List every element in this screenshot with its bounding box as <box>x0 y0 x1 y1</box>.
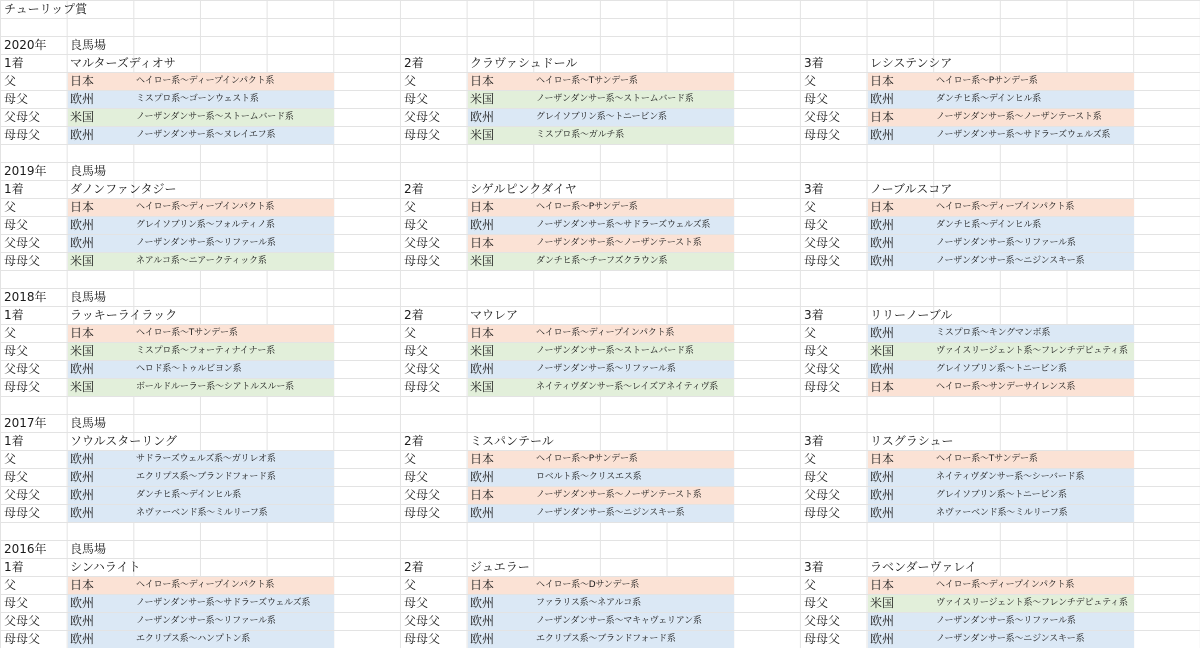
relation-label: 父母父 <box>4 614 41 628</box>
horse-name: ノーブルスコア <box>870 182 953 196</box>
region-label: 日本 <box>870 200 895 214</box>
region-label: 欧州 <box>470 110 495 124</box>
horse-name: ダノンファンタジー <box>70 182 177 196</box>
region-label: 欧州 <box>870 506 895 520</box>
region-label: 米国 <box>470 128 495 142</box>
finish-place: 2着 <box>404 56 424 70</box>
sire-line: ダンチヒ系～チーフズクラウン系 <box>536 256 668 266</box>
region-label: 日本 <box>70 200 95 214</box>
relation-label: 父 <box>804 578 817 592</box>
sire-line: ヘイロー系～ディープインパクト系 <box>136 76 275 86</box>
race-year: 2019年 <box>4 164 47 178</box>
finish-place: 2着 <box>404 308 424 322</box>
region-label: 欧州 <box>70 614 95 628</box>
region-label: 米国 <box>70 344 95 358</box>
relation-label: 母母父 <box>4 506 41 520</box>
finish-place: 3着 <box>804 434 824 448</box>
horse-name: マウレア <box>470 308 519 322</box>
region-label: 欧州 <box>870 128 895 142</box>
region-label: 欧州 <box>70 92 95 106</box>
region-label: 欧州 <box>70 470 95 484</box>
sire-line: ノーザンダンサー系～ニジンスキー系 <box>536 508 685 518</box>
sire-line: ミスプロ系～ガルチ系 <box>536 130 625 140</box>
sire-line: エクリプス系～ブランドフォード系 <box>136 472 276 482</box>
sire-line: ヴァイスリージェント系～フレンチデピュティ系 <box>936 598 1128 608</box>
region-label: 欧州 <box>870 218 895 232</box>
region-label: 欧州 <box>470 632 495 646</box>
sire-line: ヘイロー系～Tサンデー系 <box>936 454 1038 464</box>
region-label: 欧州 <box>70 452 95 466</box>
sire-line: ネヴァーベンド系～ミルリーフ系 <box>936 508 1068 518</box>
sire-line: ノーザンダンサー系～リファール系 <box>136 616 276 626</box>
sire-line: グレイソブリン系～トニービン系 <box>936 490 1067 500</box>
sire-line: ヘイロー系～ディープインパクト系 <box>936 202 1075 212</box>
relation-label: 父 <box>404 200 417 214</box>
relation-label: 母母父 <box>404 128 441 142</box>
horse-name: シンハライト <box>70 560 141 574</box>
region-label: 日本 <box>470 236 495 250</box>
relation-label: 母父 <box>804 92 829 106</box>
relation-label: 母父 <box>404 92 429 106</box>
region-label: 日本 <box>870 110 895 124</box>
relation-label: 父 <box>4 74 17 88</box>
region-label: 米国 <box>70 254 95 268</box>
sire-line: ミスプロ系～ゴーンウェスト系 <box>136 94 259 104</box>
relation-label: 母父 <box>404 470 429 484</box>
relation-label: 母母父 <box>4 254 41 268</box>
relation-label: 父 <box>804 452 817 466</box>
sire-line: ミスプロ系～フォーティナイナー系 <box>136 346 276 356</box>
region-label: 欧州 <box>70 488 95 502</box>
sire-line: ヘイロー系～ディープインパクト系 <box>536 328 675 338</box>
relation-label: 母父 <box>4 218 29 232</box>
sire-line: ヘイロー系～ディープインパクト系 <box>936 580 1075 590</box>
track-condition: 良馬場 <box>70 542 107 556</box>
sheet-title: チューリップ賞 <box>4 2 88 16</box>
sire-line: ノーザンダンサー系～リファール系 <box>536 364 676 374</box>
relation-label: 父母父 <box>4 236 41 250</box>
relation-label: 母母父 <box>404 254 441 268</box>
region-label: 米国 <box>470 344 495 358</box>
finish-place: 3着 <box>804 182 824 196</box>
track-condition: 良馬場 <box>70 290 107 304</box>
sire-line: ヘイロー系～Tサンデー系 <box>536 76 638 86</box>
horse-name: クラヴァシュドール <box>470 56 578 70</box>
sire-line: ノーザンダンサー系～ニジンスキー系 <box>936 634 1085 644</box>
sire-line: エクリプス系～ハンプトン系 <box>136 634 251 644</box>
sire-line: ヘイロー系～Pサンデー系 <box>936 76 1038 86</box>
sire-line: ノーザンダンサー系～ヌレイエフ系 <box>136 130 276 140</box>
horse-name: リスグラシュー <box>870 434 954 448</box>
sire-line: ノーザンダンサー系～リファール系 <box>136 238 276 248</box>
sire-line: ヘイロー系～サンデーサイレンス系 <box>936 382 1076 392</box>
relation-label: 母母父 <box>404 632 441 646</box>
relation-label: 母父 <box>804 218 829 232</box>
relation-label: 父母父 <box>404 614 441 628</box>
track-condition: 良馬場 <box>70 164 107 178</box>
horse-name: ソウルスターリング <box>70 434 178 448</box>
region-label: 欧州 <box>470 614 495 628</box>
sire-line: ネイティヴダンサー系～シーバード系 <box>936 472 1085 482</box>
relation-label: 母父 <box>404 596 429 610</box>
sire-line: ネヴァーベンド系～ミルリーフ系 <box>136 508 268 518</box>
horse-name: ラッキーライラック <box>70 308 178 322</box>
region-label: 欧州 <box>70 596 95 610</box>
finish-place: 1着 <box>4 434 24 448</box>
region-label: 欧州 <box>70 236 95 250</box>
sire-line: ノーザンダンサー系～リファール系 <box>936 238 1076 248</box>
sire-line: ミスプロ系～キングマンボ系 <box>936 328 1051 338</box>
horse-name: ジュエラー <box>470 560 530 574</box>
region-label: 欧州 <box>870 362 895 376</box>
relation-label: 母父 <box>4 344 29 358</box>
horse-name: シゲルピンクダイヤ <box>470 182 577 196</box>
sire-line: ノーザンダンサー系～マキャヴェリアン系 <box>536 616 702 626</box>
region-label: 米国 <box>70 110 95 124</box>
relation-label: 母母父 <box>404 380 441 394</box>
sire-line: ヘイロー系～Pサンデー系 <box>536 454 638 464</box>
relation-label: 父 <box>804 74 817 88</box>
region-label: 日本 <box>870 452 895 466</box>
relation-label: 父 <box>404 578 417 592</box>
sire-line: ネアルコ系～ニアークティック系 <box>136 256 267 266</box>
region-label: 欧州 <box>870 254 895 268</box>
relation-label: 父母父 <box>804 110 841 124</box>
region-label: 欧州 <box>870 614 895 628</box>
relation-label: 母父 <box>804 596 829 610</box>
sire-line: ダンチヒ系～デインヒル系 <box>936 94 1042 104</box>
horse-name: レシステンシア <box>870 56 953 70</box>
relation-label: 父母父 <box>404 236 441 250</box>
relation-label: 父母父 <box>804 488 841 502</box>
sire-line: グレイソブリン系～トニービン系 <box>936 364 1067 374</box>
relation-label: 母父 <box>804 470 829 484</box>
sire-line: グレイソブリン系～トニービン系 <box>536 112 667 122</box>
region-label: 日本 <box>870 380 895 394</box>
finish-place: 1着 <box>4 560 24 574</box>
sire-line: ノーザンダンサー系～ノーザンテースト系 <box>936 112 1102 122</box>
finish-place: 1着 <box>4 56 24 70</box>
relation-label: 母父 <box>4 596 29 610</box>
region-label: 欧州 <box>70 362 95 376</box>
relation-label: 父母父 <box>404 110 441 124</box>
region-label: 日本 <box>470 452 495 466</box>
sire-line: ヘロド系～トゥルビヨン系 <box>136 364 242 374</box>
relation-label: 父母父 <box>4 110 41 124</box>
sire-line: ノーザンダンサー系～サドラーズウェルズ系 <box>536 220 711 230</box>
sire-line: ノーザンダンサー系～ストームバード系 <box>536 346 694 356</box>
relation-label: 母父 <box>404 344 429 358</box>
region-label: 欧州 <box>470 362 495 376</box>
region-label: 米国 <box>470 92 495 106</box>
relation-label: 母母父 <box>4 128 41 142</box>
finish-place: 1着 <box>4 308 24 322</box>
relation-label: 母母父 <box>4 632 41 646</box>
relation-label: 父母父 <box>804 362 841 376</box>
sire-line: ノーザンダンサー系～サドラーズウェルズ系 <box>936 130 1111 140</box>
sire-line: ネイティヴダンサー系～レイズアネイティヴ系 <box>536 382 719 392</box>
region-label: 欧州 <box>870 632 895 646</box>
sire-line: ノーザンダンサー系～ノーザンテースト系 <box>536 238 702 248</box>
region-label: 欧州 <box>70 632 95 646</box>
relation-label: 父母父 <box>804 614 841 628</box>
relation-label: 母母父 <box>804 128 841 142</box>
relation-label: 母母父 <box>804 632 841 646</box>
race-year: 2020年 <box>4 38 47 52</box>
region-label: 欧州 <box>470 470 495 484</box>
relation-label: 母母父 <box>804 254 841 268</box>
sire-line: エクリプス系～ブランドフォード系 <box>536 634 676 644</box>
sire-line: ノーザンダンサー系～ストームバード系 <box>136 112 294 122</box>
finish-place: 3着 <box>804 308 824 322</box>
region-label: 米国 <box>70 380 95 394</box>
region-label: 米国 <box>870 344 895 358</box>
race-year: 2018年 <box>4 290 47 304</box>
sire-line: ダンチヒ系～デインヒル系 <box>136 490 242 500</box>
region-label: 欧州 <box>470 218 495 232</box>
relation-label: 母母父 <box>804 380 841 394</box>
sire-line: ヘイロー系～Dサンデー系 <box>536 580 640 590</box>
region-label: 日本 <box>870 74 895 88</box>
sire-line: グレイソブリン系～フォルティノ系 <box>136 220 275 230</box>
horse-name: ミスパンテール <box>470 434 554 448</box>
sire-line: ノーザンダンサー系～ストームバード系 <box>536 94 694 104</box>
region-label: 欧州 <box>70 506 95 520</box>
sire-line: ボールドルーラー系～シアトルスルー系 <box>136 382 294 392</box>
relation-label: 母母父 <box>804 506 841 520</box>
region-label: 欧州 <box>70 128 95 142</box>
sire-line: ヘイロー系～ディープインパクト系 <box>136 580 275 590</box>
relation-label: 父 <box>4 200 17 214</box>
sire-line: ノーザンダンサー系～ニジンスキー系 <box>936 256 1085 266</box>
relation-label: 父 <box>804 326 817 340</box>
region-label: 欧州 <box>870 236 895 250</box>
sire-line: ヘイロー系～ディープインパクト系 <box>136 202 275 212</box>
relation-label: 父 <box>4 452 17 466</box>
region-label: 欧州 <box>870 488 895 502</box>
region-label: 米国 <box>870 596 895 610</box>
race-year: 2017年 <box>4 416 47 430</box>
sire-line: ファラリス系～ネアルコ系 <box>536 598 641 608</box>
relation-label: 母父 <box>804 344 829 358</box>
finish-place: 3着 <box>804 560 824 574</box>
relation-label: 母母父 <box>404 506 441 520</box>
relation-label: 父母父 <box>404 488 441 502</box>
sire-line: ノーザンダンサー系～ノーザンテースト系 <box>536 490 702 500</box>
region-label: 日本 <box>70 578 95 592</box>
relation-label: 父 <box>404 452 417 466</box>
region-label: 欧州 <box>470 596 495 610</box>
relation-label: 母父 <box>4 92 29 106</box>
relation-label: 父母父 <box>404 362 441 376</box>
relation-label: 母父 <box>4 470 29 484</box>
track-condition: 良馬場 <box>70 38 107 52</box>
region-label: 欧州 <box>470 506 495 520</box>
relation-label: 父 <box>404 326 417 340</box>
relation-label: 母母父 <box>4 380 41 394</box>
sire-line: ノーザンダンサー系～サドラーズウェルズ系 <box>136 598 311 608</box>
finish-place: 2着 <box>404 434 424 448</box>
region-label: 欧州 <box>70 218 95 232</box>
relation-label: 父母父 <box>4 362 41 376</box>
relation-label: 父 <box>804 200 817 214</box>
region-label: 日本 <box>470 578 495 592</box>
finish-place: 1着 <box>4 182 24 196</box>
region-label: 日本 <box>470 200 495 214</box>
sire-line: サドラーズウェルズ系～ガリレオ系 <box>136 454 276 464</box>
track-condition: 良馬場 <box>70 416 107 430</box>
finish-place: 2着 <box>404 182 424 196</box>
relation-label: 父母父 <box>4 488 41 502</box>
region-label: 日本 <box>70 74 95 88</box>
region-label: 日本 <box>470 74 495 88</box>
relation-label: 父母父 <box>804 236 841 250</box>
sire-line: ダンチヒ系～デインヒル系 <box>936 220 1042 230</box>
region-label: 日本 <box>870 578 895 592</box>
horse-name: リリーノーブル <box>870 308 953 322</box>
sire-line: ロベルト系～クリスエス系 <box>536 472 642 482</box>
region-label: 欧州 <box>870 326 895 340</box>
finish-place: 3着 <box>804 56 824 70</box>
sire-line: ヴァイスリージェント系～フレンチデピュティ系 <box>936 346 1128 356</box>
relation-label: 父 <box>4 326 17 340</box>
finish-place: 2着 <box>404 560 424 574</box>
sire-line: ヘイロー系～Pサンデー系 <box>536 202 638 212</box>
relation-label: 父 <box>4 578 17 592</box>
relation-label: 母父 <box>404 218 429 232</box>
horse-name: ラベンダーヴァレイ <box>870 560 977 574</box>
region-label: 欧州 <box>870 92 895 106</box>
region-label: 日本 <box>470 488 495 502</box>
region-label: 日本 <box>470 326 495 340</box>
region-label: 米国 <box>470 254 495 268</box>
relation-label: 父 <box>404 74 417 88</box>
sire-line: ノーザンダンサー系～リファール系 <box>936 616 1076 626</box>
region-label: 日本 <box>70 326 95 340</box>
horse-name: マルターズディオサ <box>70 56 176 70</box>
sire-line: ヘイロー系～Tサンデー系 <box>136 328 238 338</box>
race-year: 2016年 <box>4 542 47 556</box>
region-label: 欧州 <box>870 470 895 484</box>
region-label: 米国 <box>470 380 495 394</box>
